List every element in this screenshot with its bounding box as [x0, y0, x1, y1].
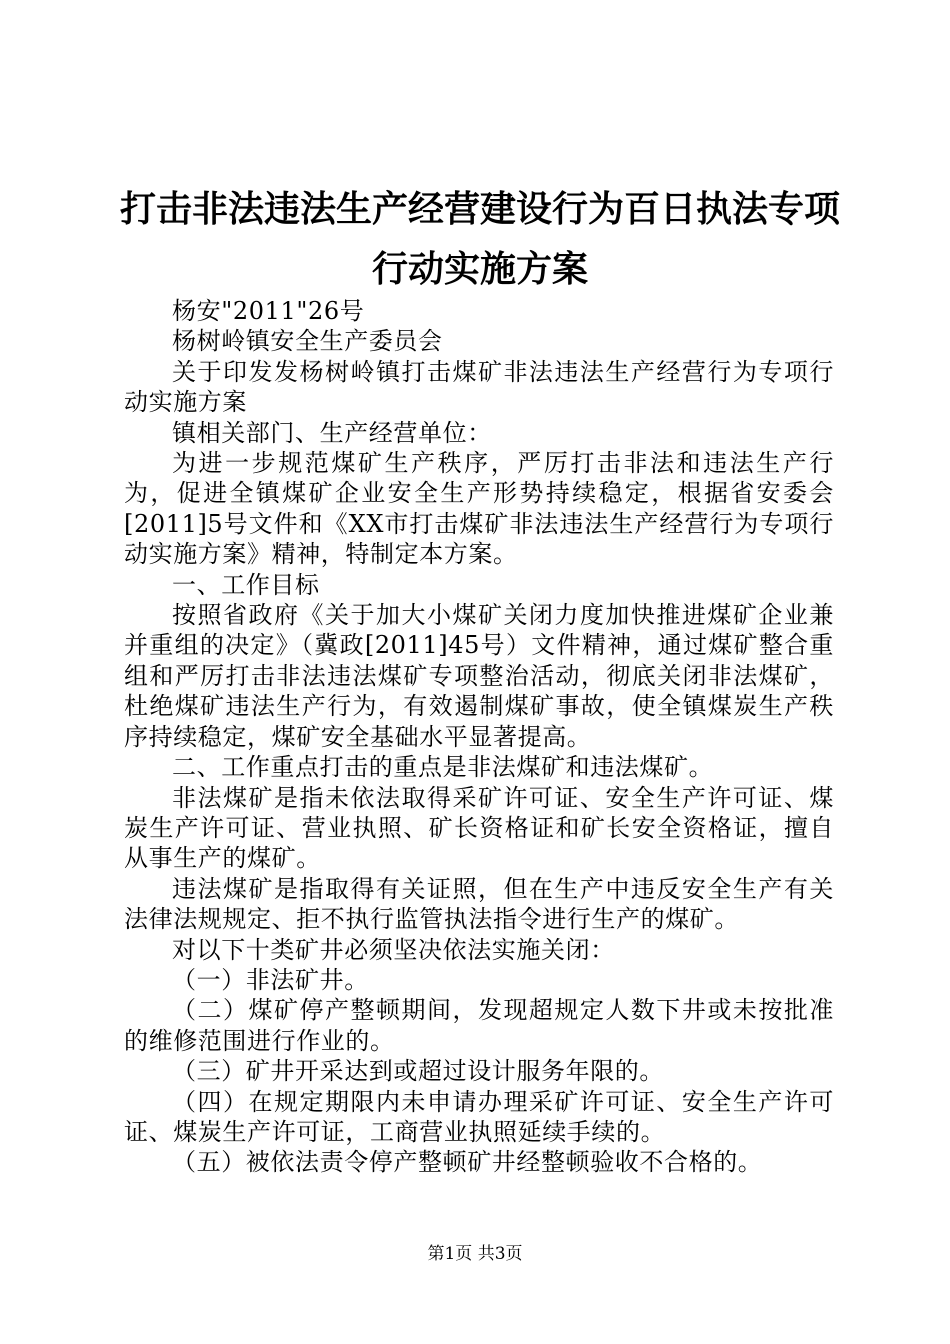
- list-item: （一）非法矿井。: [172, 965, 369, 994]
- notice-subject: 关于印发发杨树岭镇打击煤矿非法违法生产经营行为专项行动实施方案: [124, 357, 834, 417]
- body-paragraph: 违法煤矿是指取得有关证照，但在生产中违反安全生产有关法律法规规定、拒不执行监管执法指令进行生产的煤矿。: [124, 874, 834, 934]
- document-title-line-2: 行动实施方案: [371, 249, 588, 290]
- document-title-line-1: 打击非法违法生产经营建设行为百日执法专项: [120, 189, 841, 230]
- issuing-organization: 杨树岭镇安全生产委员会: [172, 327, 443, 356]
- list-item: （四）在规定期限内未申请办理采矿许可证、安全生产许可证、煤炭生产许可证，工商营业执照延续手续的。: [124, 1087, 834, 1146]
- body-paragraph: 按照省政府《关于加大小煤矿关闭力度加快推进煤矿企业兼并重组的决定》（冀政[2011]45号）文件精神，通过煤矿整合重组和严厉打击非法违法煤矿专项整治活动，彻底关闭非法煤矿，杜绝煤矿违法生产行为，有效遏制煤矿事故，使全镇煤炭生产秩序持续稳定，煤矿安全基础水平显著提高。: [124, 601, 834, 751]
- document-number: 杨安"2011"26号: [172, 297, 365, 325]
- list-item: （五）被依法责令停产整顿矿井经整顿验收不合格的。: [172, 1148, 763, 1177]
- section-heading: 一、工作目标: [172, 570, 320, 599]
- document-body: [124, 296, 834, 1178]
- body-paragraph: 为进一步规范煤矿生产秩序，严厉打击非法和违法生产行为，促进全镇煤矿企业安全生产形势持续稳定，根据省安委会[2011]5号文件和《XX市打击煤矿非法违法生产经营行为专项行动实施方案》精神，特制定本方案。: [124, 449, 834, 569]
- body-paragraph: 非法煤矿是指未依法取得采矿许可证、安全生产许可证、煤炭生产许可证、营业执照、矿长资格证和矿长安全资格证，擅自从事生产的煤矿。: [124, 783, 834, 873]
- page-footer: 第1页 共3页: [427, 1244, 523, 1264]
- body-paragraph: 对以下十类矿井必须坚决依法实施关闭：: [172, 935, 615, 964]
- list-item: （二）煤矿停产整顿期间，发现超规定人数下井或未按批准的维修范围进行作业的。: [124, 996, 834, 1055]
- salutation: 镇相关部门、生产经营单位：: [172, 418, 492, 447]
- section-heading: 二、工作重点打击的重点是非法煤矿和违法煤矿。: [172, 753, 714, 782]
- list-item: （三）矿井开采达到或超过设计服务年限的。: [172, 1057, 664, 1086]
